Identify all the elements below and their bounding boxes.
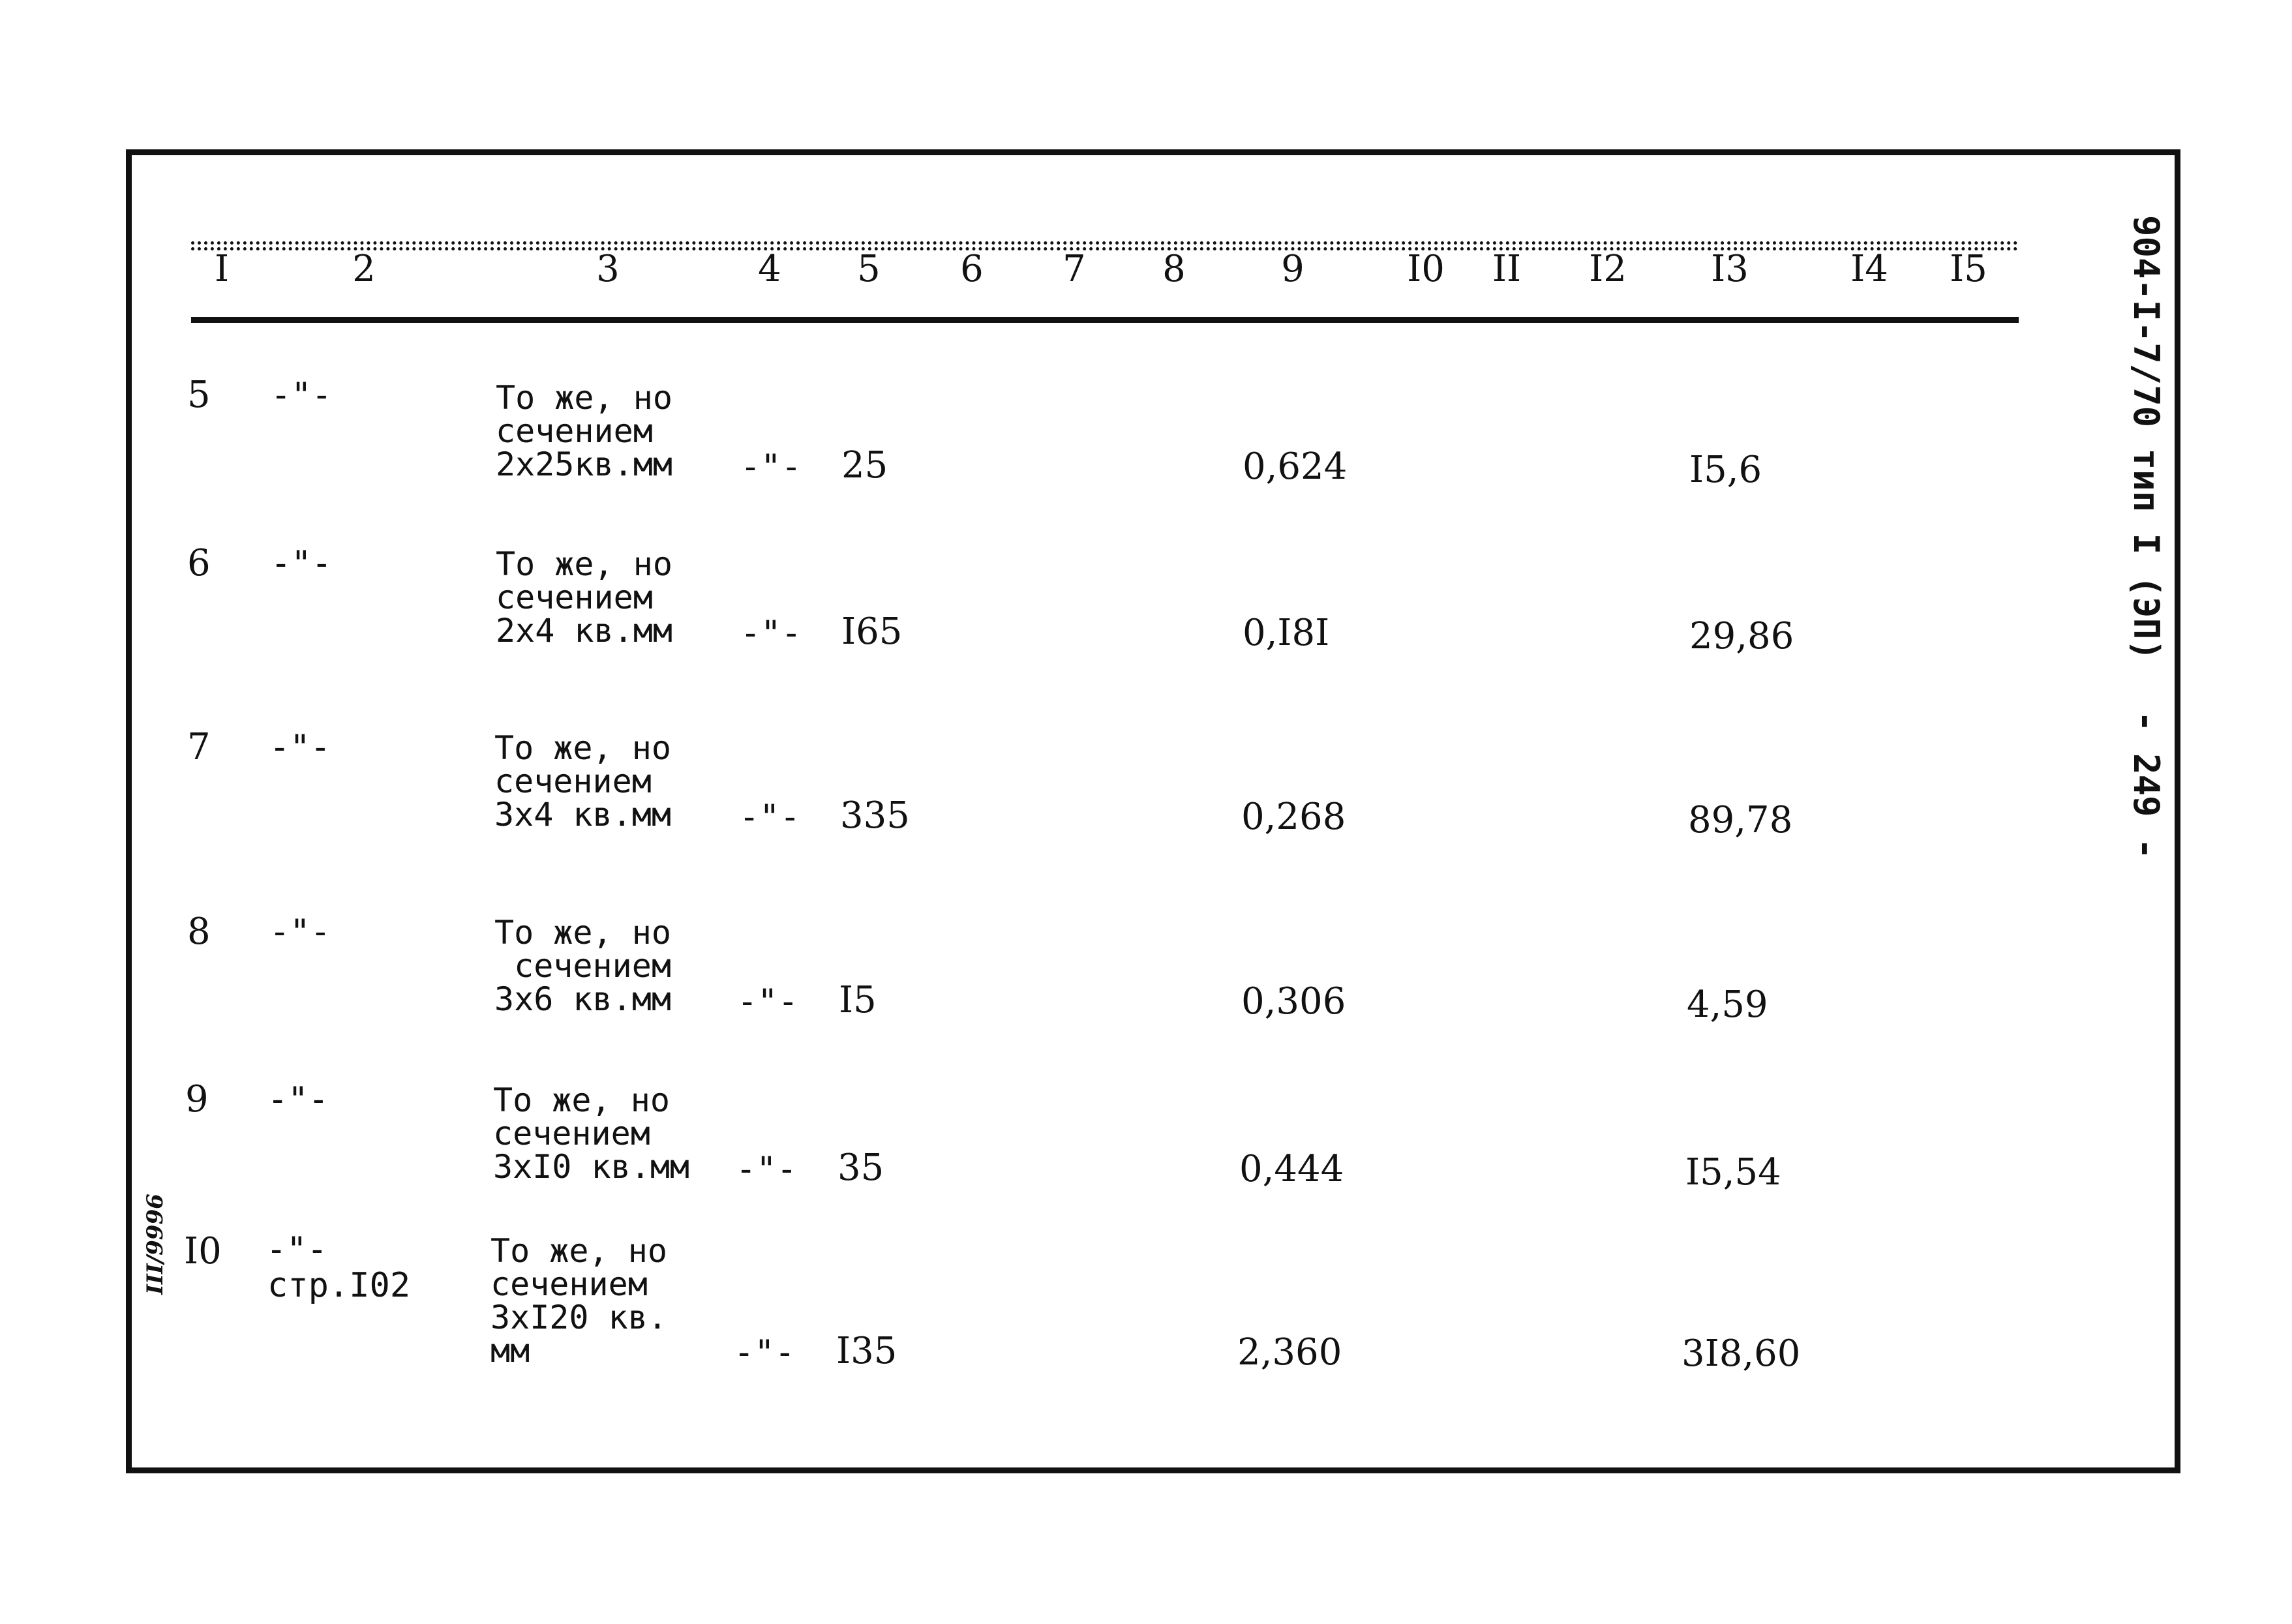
quantity-value: 35 bbox=[837, 1147, 884, 1189]
description-line: То же, но bbox=[490, 1232, 667, 1270]
ditto-mark: -"- bbox=[267, 1080, 329, 1119]
ditto-mark: -"- bbox=[266, 1230, 327, 1269]
quantity-value: I65 bbox=[841, 610, 903, 653]
ditto-mark: -"- bbox=[269, 728, 331, 767]
column-header-12: I2 bbox=[1589, 248, 1627, 290]
description-line: сечением bbox=[496, 412, 653, 450]
description-line: мм bbox=[490, 1332, 530, 1370]
row-number: I0 bbox=[184, 1230, 222, 1272]
column-header-11: II bbox=[1492, 248, 1522, 290]
page-reference: стр.I02 bbox=[267, 1266, 411, 1305]
ditto-mark: -"- bbox=[740, 447, 802, 487]
quantity-value: 25 bbox=[841, 444, 888, 487]
column-header-5: 5 bbox=[857, 248, 881, 290]
unit-price-value: 0,444 bbox=[1239, 1148, 1344, 1190]
description-line: То же, но bbox=[494, 914, 671, 952]
inventory-stamp: III/9996 bbox=[142, 1194, 168, 1295]
column-header-3: 3 bbox=[596, 248, 620, 290]
description-line: сечением bbox=[490, 1265, 648, 1303]
row-number: 7 bbox=[187, 726, 211, 768]
description-line: 2х25кв.мм bbox=[496, 445, 672, 483]
description-line: То же, но bbox=[493, 1081, 670, 1119]
column-header-2: 2 bbox=[352, 248, 376, 290]
quantity-value: I5 bbox=[839, 979, 877, 1021]
ditto-mark: -"- bbox=[736, 1150, 797, 1189]
total-value: I5,54 bbox=[1685, 1151, 1781, 1194]
description-line: 2х4 кв.мм bbox=[496, 612, 672, 650]
description-line: 3хI0 кв.мм bbox=[493, 1148, 690, 1186]
ditto-mark: -"- bbox=[269, 912, 331, 952]
ditto-mark: -"- bbox=[271, 544, 332, 583]
ditto-mark: -"- bbox=[740, 614, 802, 653]
row-number: 6 bbox=[187, 542, 211, 584]
row-number: 5 bbox=[187, 374, 211, 416]
document-frame bbox=[126, 149, 2180, 1473]
unit-price-value: 0,I8I bbox=[1243, 612, 1330, 654]
column-header-9: 9 bbox=[1281, 248, 1304, 290]
description-line: сечением bbox=[496, 579, 653, 616]
unit-price-value: 2,360 bbox=[1237, 1331, 1342, 1374]
total-value: I5,6 bbox=[1689, 449, 1762, 491]
column-header-10: I0 bbox=[1407, 248, 1445, 290]
quantity-value: I35 bbox=[836, 1330, 897, 1372]
row-number: 8 bbox=[187, 910, 211, 953]
page-number: - 249 - bbox=[2126, 711, 2167, 860]
description-line: 3х6 кв.мм bbox=[494, 980, 671, 1018]
column-header-8: 8 bbox=[1162, 248, 1186, 290]
description-line: То же, но bbox=[496, 545, 672, 583]
document-code-label: 904-I-7/70 тип I (ЭП) bbox=[2126, 215, 2167, 661]
column-header-4: 4 bbox=[758, 248, 781, 290]
description-line: сечением bbox=[494, 947, 671, 985]
unit-price-value: 0,306 bbox=[1241, 980, 1346, 1023]
column-header-6: 6 bbox=[960, 248, 984, 290]
ditto-mark: -"- bbox=[739, 798, 800, 837]
header-rule bbox=[191, 317, 2019, 323]
total-value: 89,78 bbox=[1688, 799, 1793, 841]
description-line: 3хI20 кв. bbox=[490, 1299, 667, 1336]
column-header-13: I3 bbox=[1711, 248, 1749, 290]
description-line: То же, но bbox=[496, 379, 672, 417]
column-header-1: I bbox=[214, 248, 230, 290]
description-line: сечением bbox=[493, 1115, 650, 1152]
description-line: То же, но bbox=[494, 729, 671, 767]
column-header-15: I5 bbox=[1950, 248, 1987, 290]
unit-price-value: 0,268 bbox=[1241, 796, 1346, 838]
ditto-mark: -"- bbox=[737, 982, 798, 1021]
total-value: 3I8,60 bbox=[1681, 1332, 1801, 1375]
unit-price-value: 0,624 bbox=[1243, 445, 1348, 488]
total-value: 4,59 bbox=[1687, 984, 1768, 1026]
quantity-value: 335 bbox=[840, 794, 910, 837]
description-line: сечением bbox=[494, 762, 652, 800]
ditto-mark: -"- bbox=[271, 376, 332, 415]
total-value: 29,86 bbox=[1689, 615, 1794, 657]
column-header-7: 7 bbox=[1063, 248, 1086, 290]
ditto-mark: -"- bbox=[734, 1333, 795, 1372]
row-number: 9 bbox=[185, 1078, 209, 1120]
column-header-14: I4 bbox=[1850, 248, 1888, 290]
description-line: 3х4 кв.мм bbox=[494, 796, 671, 834]
